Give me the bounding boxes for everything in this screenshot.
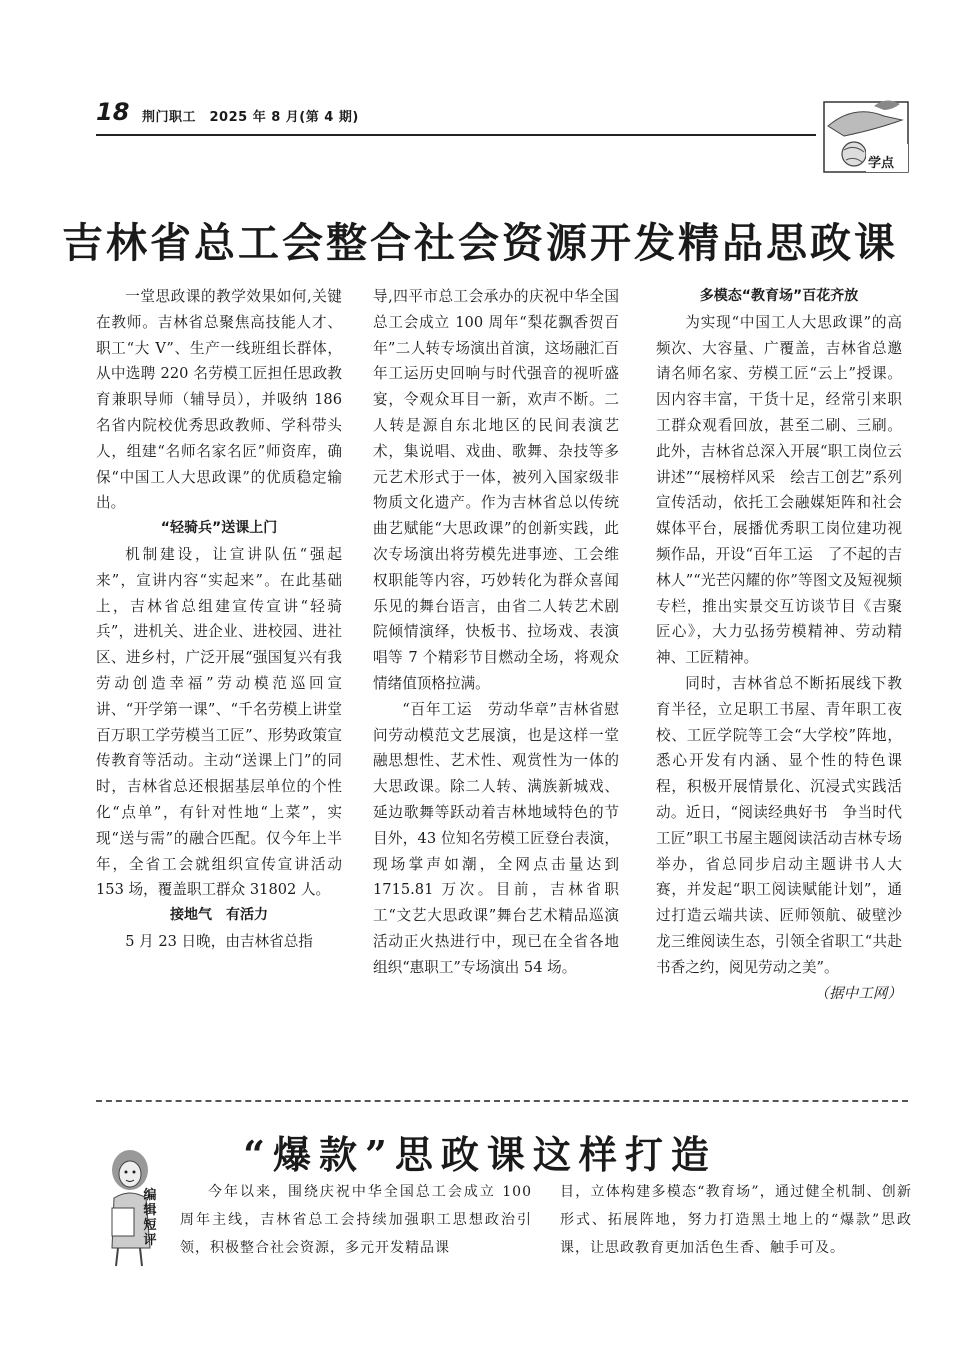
publication-info: 荆门职工 2025 年 8 月(第 4 期) <box>142 110 359 125</box>
commentary-left <box>180 1178 532 1262</box>
subheading: 多模态“教育场”百花齐放 <box>699 288 859 304</box>
commentary-text: 今年以来，围绕庆祝中华全国总工会成立 100 周年主线，吉林省总工会持续加强职工思想政治引领，积极整合社会资源，多元开发精品课 <box>180 1184 532 1256</box>
section-logo-icon <box>814 96 910 176</box>
header-rule <box>96 134 816 136</box>
subheading: “轻骑兵”送课上门 <box>160 520 278 537</box>
section-label: 学点 <box>868 156 895 171</box>
paragraph: 导,四平市总工会承办的庆祝中华全国总工会成立 100 周年“梨花飘香贺百年”二人转专场演出首演，这场融汇百年工运历史回响与时代强音的视听盛宴，令观众耳目一新，欢声不断。二人转是源自东北地区的民间表演艺术，集说唱、戏曲、歌舞、杂技等多元艺术形式于一体，被列入国家级非物质文化遗产。作为吉林省总以传统曲艺赋能“大思政课”的创新实践，此次专场演出将劳模先进事迹、工会维权职能等内容，巧妙转化为群众喜闻乐见的舞台语言，由省二人转艺术剧院倾情演绎，快板书、拉场戏、表演唱等 7 个精彩节目燃动全场，将观众情绪值顶格拉满。 <box>373 288 619 692</box>
page-number: 18 <box>96 98 130 126</box>
paragraph: 同时，吉林省总不断拓展线下教育半径，立足职工书屋、青年职工夜校、工匠学院等工会“大学校”阵地，悉心开发有内涵、显个性的特色课程，积极开展情景化、沉浸式实践活动。近日，“阅读经典好书 争当时代工匠”职工书屋主题阅读活动吉林专场举办，省总同步启动主题讲书人大赛，并发起“职工阅读赋能计划”，通过打造云端共读、匠师领航、破壁沙龙三维阅读生态，引领全省职工“共赴书香之约，阅见劳动之美”。 <box>656 674 902 976</box>
section-divider <box>96 1100 908 1102</box>
paragraph: “百年工运 劳动华章”吉林省慰问劳动模范文艺展演，也是这样一堂融思想性、艺术性、观赏性为一体的大思政课。除二人转、满族新城戏、延边歌舞等跃动着吉林地域特色的节目外，43 位知名劳模工匠登台表演，现场掌声如潮，全网点击量达到 1715.81 万次。目前，吉林省职工“文艺大思政课”舞台艺术精品巡演活动正火热进行中，现已在全省各地组织“惠职工”专场演出 54 场。 <box>373 700 619 976</box>
article-column-1 <box>96 284 357 955</box>
subheading: 接地气 有活力 <box>170 907 268 924</box>
page-header <box>96 98 816 128</box>
article-column-3 <box>656 284 902 1006</box>
commentary-text: 目，立体构建多模态“教育场”，通过健全机制、创新形式、拓展阵地，努力打造黑土地上的“爆款”思政课，让思政教育更加活色生香、触手可及。 <box>560 1184 912 1256</box>
article-title: 吉林省总工会整合社会资源开发精品思政课 <box>62 219 898 267</box>
source-credit: （据中工网） <box>814 984 902 1002</box>
paragraph: 机制建设，让宣讲队伍“强起来”，宣讲内容“实起来”。在此基础上，吉林省总组建宣传宣讲“轻骑兵”，进机关、进企业、进校园、进社区、进乡村，广泛开展“强国复兴有我 劳动创造幸福”劳动模范巡回宣讲、“开学第一课”、“千名劳模上讲堂 百万职工学劳模当工匠”、形势政策宣传教育等活动。主动“送课上门”的同时，吉林省总还根据基层单位的个性化“点单”，有针对性地“上菜”，实现“送与需”的融合匹配。仅今年上半年，全省工会就组织宣传宣讲活动 153 场，覆盖职工群众 31802 人。 <box>96 545 357 899</box>
paragraph: 为实现“中国工人大思政课”的高频次、大容量、广覆盖，吉林省总邀请名师名家、劳模工匠“云上”授课。因内容丰富，干货十足，经常引来职工群众观看回放，甚至二刷、三刷。此外，吉林省总深入开展“职工岗位云讲述”“展榜样风采 绘吉工创艺”系列宣传活动，依托工会融媒矩阵和社会媒体平台，展播优秀职工岗位建功视频作品，开设“百年工运 了不起的吉林人”“光芒闪耀的你”等图文及短视频专栏，推出实景交互访谈节目《吉聚匠心》，大力弘扬劳模精神、劳动精神、工匠精神。 <box>656 313 902 667</box>
commentary-right <box>560 1178 912 1262</box>
commentary-label: 编辑短评 <box>143 1188 157 1248</box>
article-column-2 <box>373 284 619 981</box>
paragraph: 5 月 23 日晚，由吉林省总指 <box>125 932 313 950</box>
editor-figure-icon <box>100 1148 172 1268</box>
commentary-title: “爆款”思政课这样打造 <box>243 1132 717 1177</box>
paragraph: 一堂思政课的教学效果如何,关键在教师。吉林省总聚焦高技能人才、职工“大 V”、生产一线班组长群体，从中选聘 220 名劳模工匠担任思政教育兼职导师（辅导员），并吸纳 186 名省内院校优秀思政教师、学科带头人，组建“名师名家名匠”师资库，确保“中国工人大思政课”的优质稳定输出。 <box>96 288 342 512</box>
